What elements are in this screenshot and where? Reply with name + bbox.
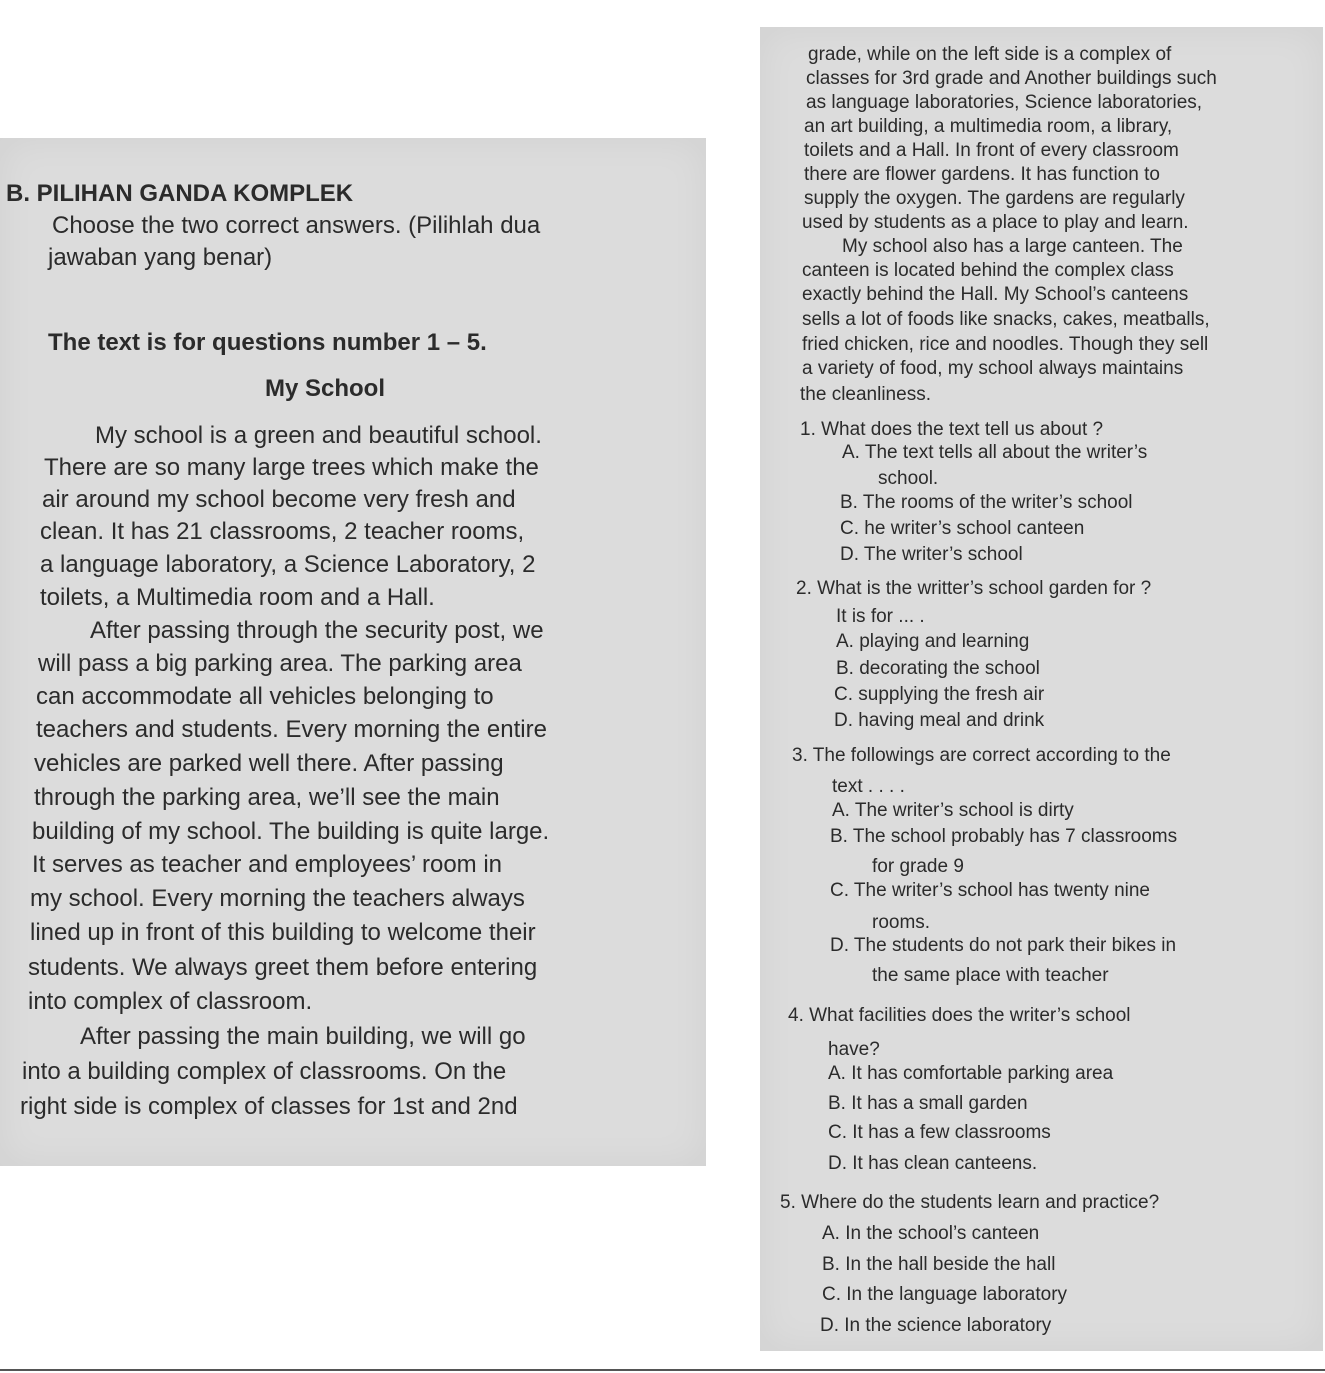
- answer-option: D. The writer’s school: [840, 544, 1023, 565]
- passage-line: used by students as a place to play and learn.: [802, 212, 1189, 233]
- answer-option: B. In the hall beside the hall: [822, 1254, 1056, 1275]
- answer-option: D. It has clean canteens.: [828, 1153, 1038, 1174]
- passage-line: students. We always greet them before entering: [28, 954, 538, 981]
- question-stem: 2. What is the writter’s school garden for ?: [796, 578, 1152, 599]
- passage-line: grade, while on the left side is a complex of: [808, 44, 1172, 65]
- passage-intro: The text is for questions number 1 – 5.: [48, 329, 487, 356]
- passage-line: My school also has a large canteen. The: [842, 236, 1183, 257]
- answer-option: B. The rooms of the writer’s school: [840, 492, 1133, 513]
- instruction-line: jawaban yang benar): [48, 244, 273, 271]
- passage-line: exactly behind the Hall. My School’s canteens: [802, 284, 1189, 305]
- passage-line: into complex of classroom.: [28, 988, 313, 1015]
- answer-option: B. decorating the school: [836, 658, 1040, 679]
- passage-line: It serves as teacher and employees’ room in: [32, 851, 503, 878]
- answer-option: C. The writer’s school has twenty nine: [830, 880, 1150, 901]
- passage-line: fried chicken, rice and noodles. Though they sell: [802, 334, 1209, 355]
- question-stem: 5. Where do the students learn and practice?: [780, 1192, 1160, 1213]
- passage-line: through the parking area, we’ll see the main: [34, 784, 500, 811]
- passage-line: the cleanliness.: [800, 384, 931, 405]
- question-stem: text . . . .: [832, 776, 905, 797]
- passage-line: air around my school become very fresh and: [42, 486, 516, 513]
- answer-option: C. It has a few classrooms: [828, 1122, 1051, 1143]
- question-stem: It is for ... .: [836, 606, 925, 627]
- passage-line: vehicles are parked well there. After passing: [34, 750, 504, 777]
- answer-option: C. he writer’s school canteen: [840, 518, 1085, 539]
- passage-line: After passing the main building, we will go: [80, 1023, 526, 1050]
- answer-option: school.: [878, 468, 939, 489]
- passage-line: building of my school. The building is quite large.: [32, 818, 550, 845]
- answer-option: B. It has a small garden: [828, 1093, 1028, 1114]
- answer-option: D. The students do not park their bikes in: [830, 935, 1177, 956]
- answer-option: rooms.: [872, 912, 931, 933]
- answer-option: A. The text tells all about the writer’s: [842, 442, 1148, 463]
- passage-line: sells a lot of foods like snacks, cakes, meatballs,: [802, 309, 1210, 330]
- passage-line: there are flower gardens. It has function to: [804, 164, 1160, 185]
- instruction-line: Choose the two correct answers. (Pilihlah dua: [52, 212, 541, 239]
- passage-line: an art building, a multimedia room, a library,: [804, 116, 1173, 137]
- passage-line: teachers and students. Every morning the entire: [36, 716, 547, 743]
- passage-line: a language laboratory, a Science Laboratory, 2: [40, 551, 536, 578]
- answer-option: D. having meal and drink: [834, 710, 1045, 731]
- answer-option: B. The school probably has 7 classrooms: [830, 826, 1178, 847]
- answer-option: for grade 9: [872, 856, 964, 877]
- passage-line: After passing through the security post, we: [90, 617, 544, 644]
- passage-line: clean. It has 21 classrooms, 2 teacher rooms,: [40, 518, 525, 545]
- passage-line: My school is a green and beautiful school.: [95, 422, 542, 449]
- question-stem: 3. The followings are correct according to the: [792, 745, 1171, 766]
- passage-title: My School: [265, 375, 386, 402]
- question-stem: 1. What does the text tell us about ?: [800, 419, 1104, 440]
- answer-option: C. supplying the fresh air: [834, 684, 1045, 705]
- answer-option: A. In the school’s canteen: [822, 1223, 1040, 1244]
- passage-line: my school. Every morning the teachers always: [30, 885, 525, 912]
- passage-line: into a building complex of classrooms. On the: [22, 1058, 507, 1085]
- passage-line: canteen is located behind the complex class: [802, 260, 1174, 281]
- passage-line: toilets and a Hall. In front of every classroom: [804, 140, 1179, 161]
- passage-line: will pass a big parking area. The parking area: [38, 650, 522, 677]
- question-stem: 4. What facilities does the writer’s school: [788, 1005, 1131, 1026]
- passage-line: as language laboratories, Science laboratories,: [806, 92, 1203, 113]
- passage-line: lined up in front of this building to welcome their: [30, 919, 536, 946]
- bottom-divider: [0, 1369, 1325, 1371]
- passage-line: toilets, a Multimedia room and a Hall.: [40, 584, 435, 611]
- answer-option: A. playing and learning: [836, 631, 1030, 652]
- question-stem: have?: [828, 1039, 880, 1060]
- passage-line: a variety of food, my school always maintains: [802, 358, 1184, 379]
- answer-option: A. The writer’s school is dirty: [832, 800, 1074, 821]
- answer-option: D. In the science laboratory: [820, 1315, 1052, 1336]
- answer-option: C. In the language laboratory: [822, 1284, 1068, 1305]
- answer-option: the same place with teacher: [872, 965, 1109, 986]
- passage-line: right side is complex of classes for 1st and 2nd: [20, 1093, 518, 1120]
- passage-line: classes for 3rd grade and Another buildings such: [806, 68, 1217, 89]
- section-title: B. PILIHAN GANDA KOMPLEK: [6, 180, 354, 207]
- passage-line: supply the oxygen. The gardens are regularly: [804, 188, 1185, 209]
- passage-line: can accommodate all vehicles belonging to: [36, 683, 494, 710]
- passage-line: There are so many large trees which make the: [44, 454, 539, 481]
- answer-option: A. It has comfortable parking area: [828, 1063, 1114, 1084]
